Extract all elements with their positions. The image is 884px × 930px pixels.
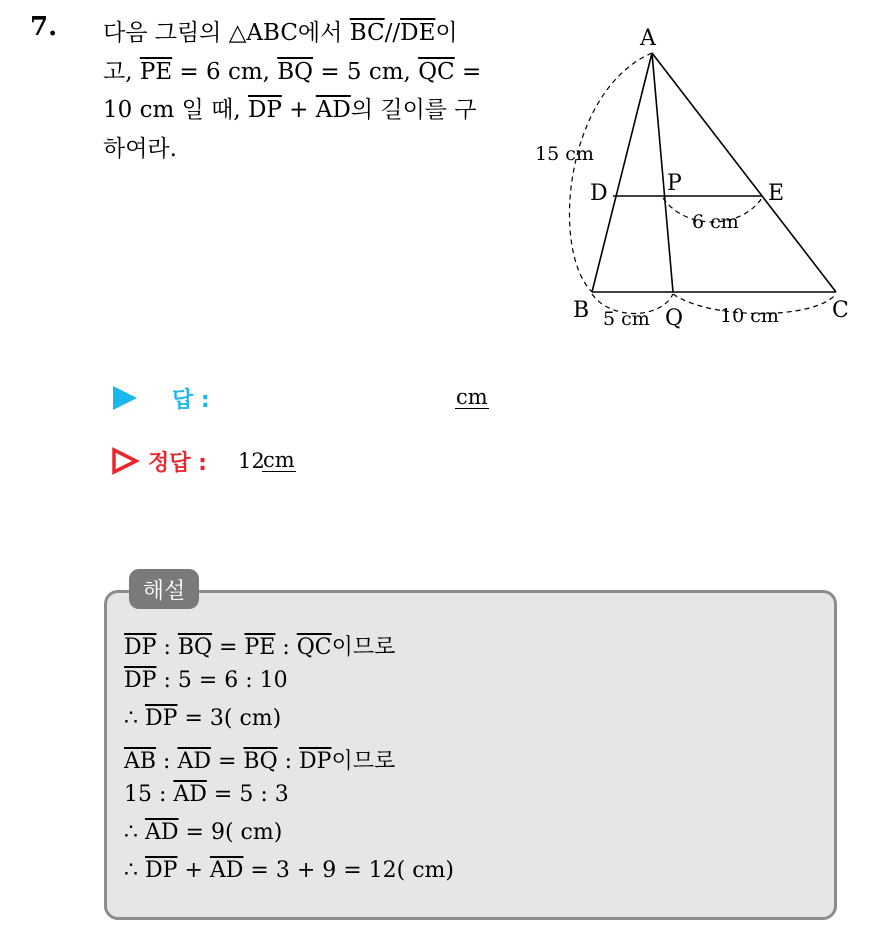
point-a-label: A: [640, 26, 656, 51]
solution-line-7: ∴ $\overline{DP} + \overline{AD} = 3 + 9 = 12$( cm): [124, 858, 454, 883]
point-c-label: C: [832, 298, 849, 323]
point-q-label: Q: [665, 306, 684, 331]
triangle-diagram: [525, 20, 865, 340]
side-ab: [592, 53, 652, 292]
solution-line-5: 15 : $\overline{AD} = 5$ : 3: [124, 782, 289, 807]
arc-ab: [569, 53, 652, 292]
solution-line-3: ∴ $\overline{DP} = 3$( cm): [124, 706, 282, 731]
solution-line-2: $\overline{DP}$ : 5 = 6 : 10: [124, 668, 288, 693]
solution-tag: 해설: [129, 569, 199, 609]
correct-answer-label: 정답 :: [148, 451, 207, 476]
correct-arrow-icon: [111, 447, 139, 475]
answer-label: 답 :: [172, 388, 210, 413]
segment-bq: $\overline{BQ}$: [277, 59, 314, 85]
segment-bc: $\overline{BC}$: [349, 20, 385, 46]
point-d-label: D: [590, 181, 608, 206]
solution-line-6: ∴ $\overline{AD} = 9$( cm): [124, 820, 283, 845]
correct-answer-value: 12: [238, 449, 265, 473]
point-b-label: B: [573, 298, 590, 323]
segment-ad: $\overline{AD}$: [315, 97, 351, 123]
problem-line-3: 10 cm 일 때, $\overline{DP} + \overline{AD}$의 길이를 구: [103, 97, 477, 123]
answer-unit: cm: [456, 385, 488, 409]
point-p-label: P: [667, 171, 682, 196]
measure-pe: 6 cm: [692, 211, 739, 233]
problem-line-1: 다음 그림의 △ABC에서 $\overline{BC}//\overline{DE}$이: [103, 20, 458, 46]
point-e-label: E: [768, 181, 785, 206]
segment-de: $\overline{DE}$: [400, 20, 436, 46]
segment-dp: $\overline{DP}$: [247, 97, 282, 123]
answer-arrow-icon: [113, 386, 137, 410]
correct-answer-unit: cm: [263, 448, 295, 472]
solution-line-4: $\overline{AB}$ : $\overline{AD} = \overline{BQ}$ : $\overline{DP}$이므로: [124, 749, 396, 774]
segment-pe: $\overline{PE}$: [139, 59, 173, 85]
segment-qc: $\overline{QC}$: [418, 59, 455, 85]
problem-number: 7.: [30, 12, 58, 42]
measure-ab: 15 cm: [535, 143, 594, 165]
problem-line-4: 하여라.: [103, 136, 177, 162]
measure-bq: 5 cm: [603, 308, 650, 330]
solution-line-1: $\overline{DP}$ : $\overline{BQ} = \overline{PE}$ : $\overline{QC}$이므로: [124, 635, 396, 660]
measure-qc: 10 cm: [720, 305, 779, 327]
problem-line-2: 고, $\overline{PE} = 6$ cm, $\overline{BQ} = 5$ cm, $\overline{QC}$ =: [103, 59, 482, 85]
